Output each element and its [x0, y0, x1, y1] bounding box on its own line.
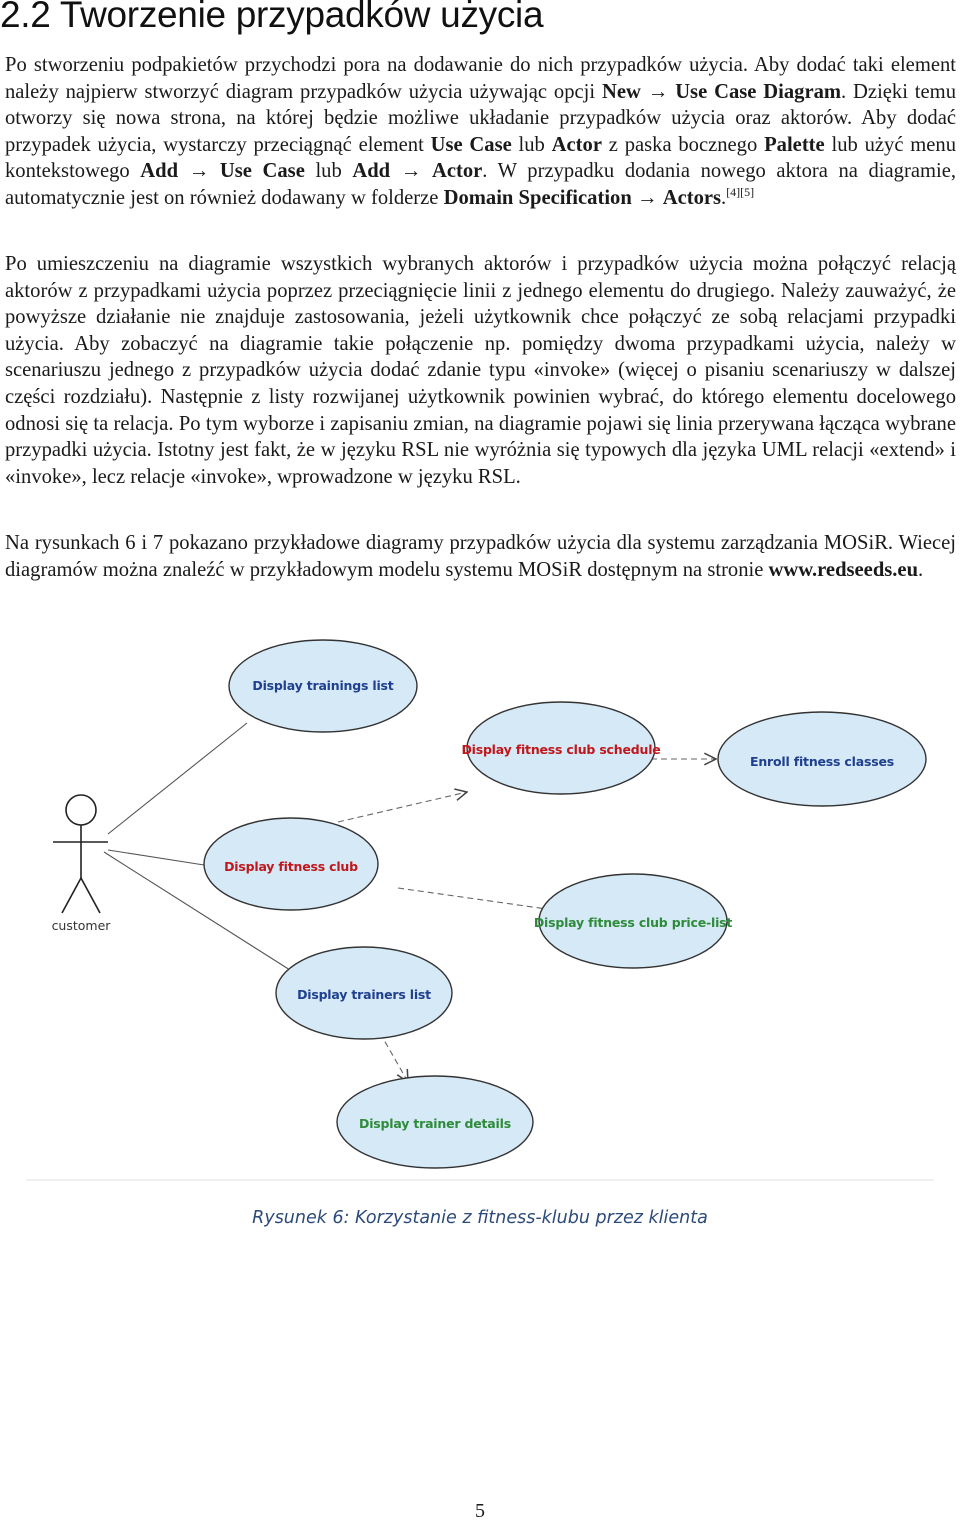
use-case-display-fitness-club[interactable]	[204, 818, 378, 910]
text-run: . W przypadku dodania nowego aktora na diagramie, automatycznie jest on również dodawany w folderze	[5, 160, 956, 209]
page-number: 5	[475, 1500, 485, 1522]
bold-term-add: Add	[140, 160, 179, 183]
use-case-display-fitness-club-schedule[interactable]	[461, 702, 660, 794]
arrow-glyph: →	[647, 80, 669, 103]
bold-term-palette: Palette	[764, 133, 825, 156]
text-run: lub użyć menu kontekstowego	[5, 133, 957, 183]
invoke-line	[338, 792, 467, 822]
website-link[interactable]: www.redseeds.eu	[768, 558, 919, 581]
bold-term-add: Add	[352, 160, 391, 183]
bold-term-use-case: Use Case	[219, 160, 305, 183]
use-case-display-trainer-details[interactable]	[337, 1076, 533, 1168]
use-case-label: Display trainings list	[252, 678, 394, 693]
actor-right-leg	[81, 878, 100, 913]
bold-term-actors: Actors	[662, 186, 722, 209]
arrow-glyph: →	[188, 160, 210, 183]
use-case-label: Enroll fitness classes	[750, 754, 894, 769]
bold-term-use-case: Use Case	[430, 133, 512, 156]
diagram-canvas	[0, 630, 960, 1190]
bold-term-use-case-diagram: Use Case Diagram	[675, 80, 842, 103]
bold-term-actor: Actor	[551, 133, 602, 156]
actor-left-leg	[62, 878, 81, 913]
text-run: . Dzięki temu otworzy się nowa strona, na której będzie możliwe układanie przypadków użycia oraz aktorów. Aby dodać przypadek użycia, wystarczy przeciągnąć element	[5, 80, 956, 156]
actor-label: customer	[51, 918, 111, 933]
use-case-label: Display fitness club schedule	[461, 742, 661, 757]
arrow-glyph: →	[636, 186, 658, 209]
use-case-enroll-fitness-classes[interactable]	[718, 712, 926, 806]
actor-head	[66, 795, 96, 825]
use-case-label: Display fitness club price-list	[533, 915, 733, 930]
arrow-glyph: →	[400, 160, 422, 183]
citation-references: [4][5]	[726, 184, 755, 199]
bold-term-new: New	[601, 80, 641, 103]
paragraph-intro	[5, 52, 956, 212]
section-heading: 2.2 Tworzenie przypadków użycia	[0, 0, 544, 35]
text-run: lub	[511, 133, 552, 156]
text-run: Po stworzeniu podpakietów przychodzi pora na dodawanie do nich przypadków użycia. Aby dodać taki element należy najpierw stworzyć diagram przypadków użycia używając opcji	[5, 54, 956, 103]
association-line	[108, 850, 204, 865]
use-case-diagram	[0, 630, 960, 1190]
text-run: .	[721, 186, 727, 209]
paragraph-relations: Po umieszczeniu na diagramie wszystkich wybranych aktorów i przypadków użycia można połączyć relacją aktorów z przypadkami użycia poprzez przeciągnięcie linii z jednego elementu do drugiego. Należy zauważyć, że powyższe działanie nie znajduje zastosowania, jeżeli użytkownik chce połączyć ze sobą relacjami przypadki użycia. Aby zobaczyć na diagramie takie połączenie np. pomiędzy dwoma przypadkami użycia, należy w scenariuszu jednego z przypadków użycia dodać zdanie typu «invoke» (więcej o pisaniu scenariuszy w dalszej części rozdziału). Następnie z listy rozwijanej użytkownik powinien wybrać, do którego elementu docelowego odnosi się ta relacja. Po tym wyborze i zapisaniu zmian, na diagramie pojawi się linia przerywana łącząca wybrane przypadki użycia. Istotny jest fakt, że w języku RSL nie wyróżnia się typowych dla języka UML relacji «extend» i «invoke», lecz relacje «invoke», wprowadzone w języku RSL.	[5, 253, 956, 488]
invoke-line	[380, 1033, 408, 1082]
text-run: .	[918, 558, 924, 581]
use-case-display-trainings-list[interactable]	[229, 640, 417, 732]
text-run: lub	[304, 160, 353, 183]
actor-customer[interactable]	[52, 795, 112, 933]
use-case-label: Display fitness club	[224, 859, 358, 874]
use-case-display-fitness-club-price-list[interactable]	[534, 874, 733, 968]
text-run: Na rysunkach 6 i 7 pokazano przykładowe diagramy przypadków użycia dla systemu zarządzania MOSiR. Wiecej diagramów można znaleźć w przykładowym modelu systemu MOSiR dostępnym na stronie	[5, 532, 956, 581]
bold-term-domain-specification: Domain Specification	[443, 186, 632, 209]
paragraph-examples	[5, 530, 956, 583]
figure-caption: Rysunek 6: Korzystanie z fitness-klubu przez klienta	[252, 1208, 708, 1228]
bold-term-actor: Actor	[431, 160, 483, 183]
text-run: z paska bocznego	[601, 133, 765, 156]
association-line	[108, 723, 247, 834]
use-case-label: Display trainers list	[297, 987, 431, 1002]
use-case-display-trainers-list[interactable]	[276, 947, 452, 1039]
use-case-label: Display trainer details	[359, 1116, 511, 1131]
